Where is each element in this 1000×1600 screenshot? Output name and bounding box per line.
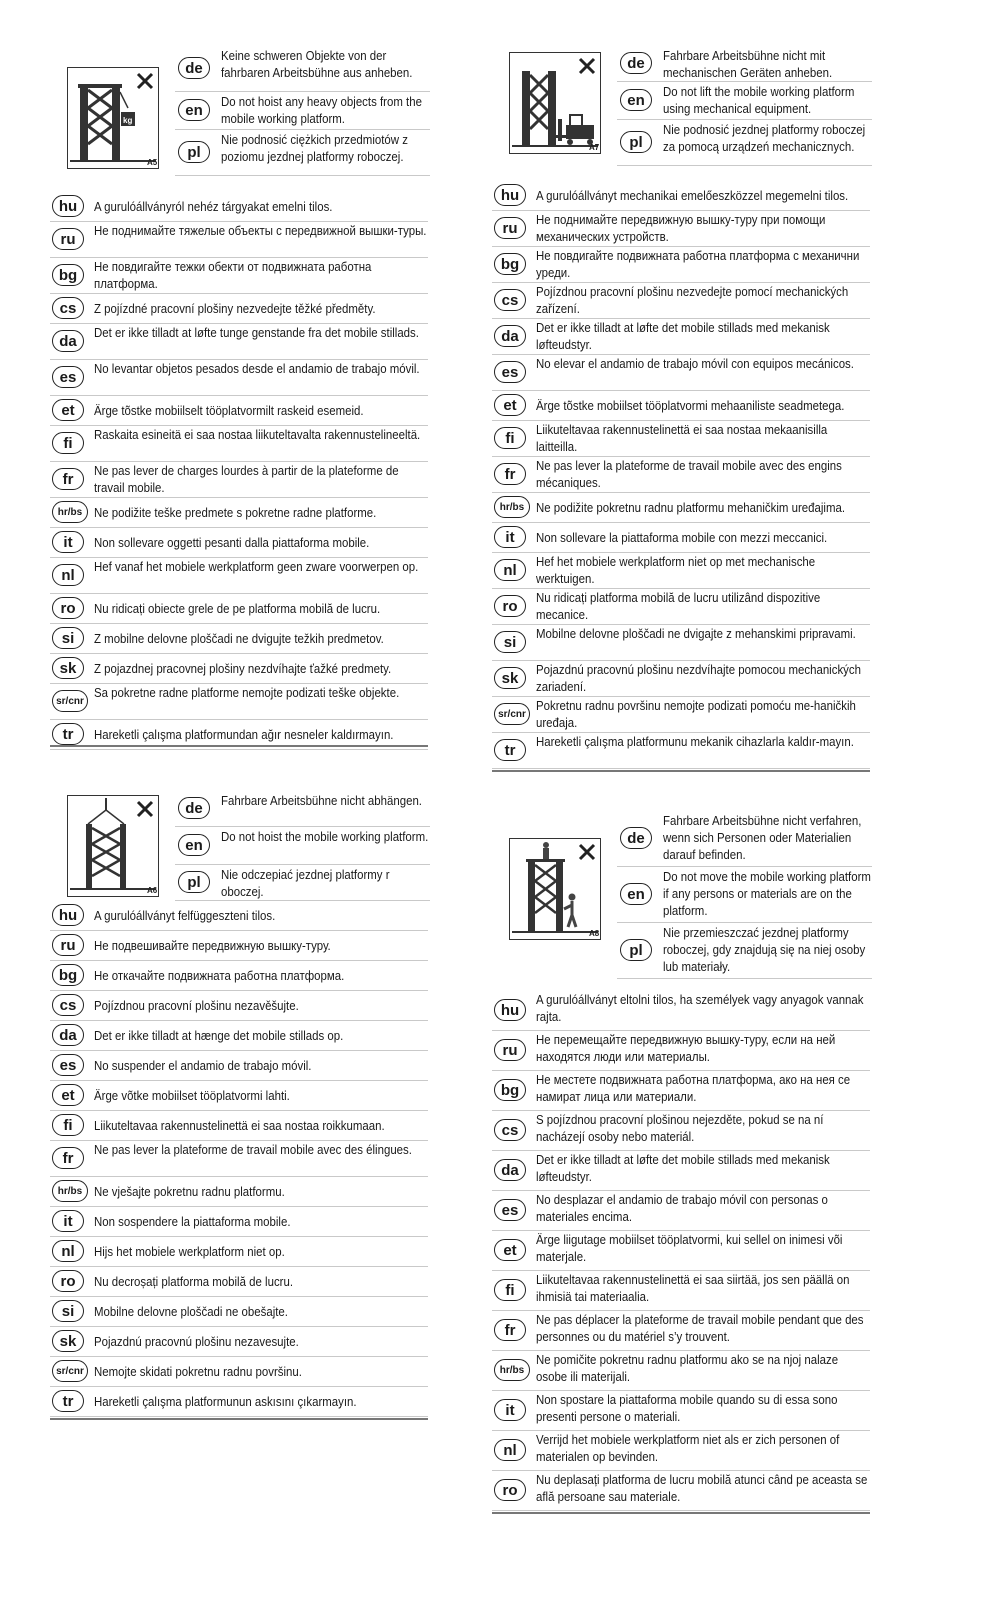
instruction-text: Liikuteltavaa rakennustelinettä ei saa nostaa mekaanisilla laitteilla. (536, 422, 828, 454)
language-badge: si (52, 627, 84, 649)
language-badge: en (620, 89, 652, 111)
language-badge: en (178, 834, 210, 856)
instruction-text: Fahrbare Arbeitsbühne nicht abhängen. (221, 793, 422, 808)
language-badge: sr/cnr (52, 1360, 88, 1382)
instruction-text: A gurulóállványról nehéz tárgyakat emelni tilos. (94, 198, 333, 214)
instruction-text: Fahrbare Arbeitsbühne nicht mit mechanischen Geräten anheben. (663, 48, 833, 80)
instruction-text: Det er ikke tilladt at hænge det mobile stillads op. (94, 1027, 344, 1043)
instruction-text: Do not lift the mobile working platform using mechanical equipment. (663, 84, 855, 116)
instruction-text: No suspender el andamio de trabajo móvil. (94, 1057, 312, 1073)
figure-label: A6 (147, 886, 158, 895)
language-badge: sr/cnr (52, 690, 88, 712)
language-badge: pl (178, 871, 210, 893)
language-badge: si (52, 1300, 84, 1322)
figure-label: A7 (589, 143, 600, 152)
instruction-text: Liikuteltavaa rakennustelinettä ei saa siirtää, jos sen päällä on ihmisiä tai materiaalia. (536, 1272, 850, 1304)
instruction-text: Non sospendere la piattaforma mobile. (94, 1213, 291, 1229)
language-badge: es (52, 366, 84, 388)
language-badge: bg (52, 264, 84, 286)
language-badge: nl (494, 1439, 526, 1461)
language-badge: ru (52, 934, 84, 956)
language-badge: de (178, 797, 210, 819)
instruction-text: Do not move the mobile working platform if any persons or materials are on the platform. (663, 869, 871, 918)
language-badge: hr/bs (52, 501, 88, 523)
instruction-text: Det er ikke tilladt at løfte tunge genstande fra det mobile stillads. (94, 325, 419, 340)
language-badge: da (494, 1159, 526, 1181)
instruction-text: Ne vješajte pokretnu radnu platformu. (94, 1183, 285, 1199)
instruction-text: Pojazdnú pracovnú plošinu nezavesujte. (94, 1333, 299, 1349)
instruction-text: Ärge tõstke mobiilselt tööplatvormilt raskeid esemeid. (94, 402, 364, 418)
instruction-text: No elevar el andamio de trabajo móvil con equipos mecánicos. (536, 356, 854, 371)
instruction-text: Mobilne delovne ploščadi ne dvigajte z mehanskimi pripravami. (536, 626, 856, 641)
language-badge: hu (494, 999, 526, 1021)
language-badge: bg (52, 964, 84, 986)
language-badge: hr/bs (494, 496, 530, 518)
instruction-text: Не откачайте подвижната работна платформа. (94, 967, 345, 983)
warning-pictogram-icon (510, 53, 600, 153)
instruction-text: Fahrbare Arbeitsbühne nicht verfahren, wenn sich Personen oder Materialien darauf befinden. (663, 813, 862, 862)
instruction-text: Det er ikke tilladt at løfte det mobile stillads med mekanisk løfteudstyr. (536, 1152, 830, 1184)
language-badge: en (620, 883, 652, 905)
language-badge: si (494, 631, 526, 653)
language-badge: en (178, 99, 210, 121)
language-badge: ru (494, 217, 526, 239)
instruction-text: Ärge liigutage mobiilset tööplatvormi, kui sellel on inimesi või materjale. (536, 1232, 843, 1264)
language-badge: cs (52, 994, 84, 1016)
warning-pictogram-icon (68, 68, 158, 168)
language-badge: fr (494, 1319, 526, 1341)
language-badge: ro (52, 1270, 84, 1292)
language-badge: pl (620, 131, 652, 153)
language-badge: tr (494, 739, 526, 761)
language-badge: da (52, 330, 84, 352)
language-badge: it (494, 1399, 526, 1421)
instruction-text: Keine schweren Objekte von der fahrbaren Arbeitsbühne aus anheben. (221, 48, 413, 80)
instruction-text: Nu deplasați platforma de lucru mobilă atunci când pe aceasta se află persoane sau materiale. (536, 1472, 868, 1504)
language-badge: fr (52, 468, 84, 490)
language-badge: fi (52, 1114, 84, 1136)
instruction-text: No levantar objetos pesados desde el andamio de trabajo móvil. (94, 361, 420, 376)
language-badge: cs (52, 297, 84, 319)
instruction-text: Ne pas lever de charges lourdes à partir de la plateforme de travail mobile. (94, 463, 399, 495)
language-badge: tr (52, 723, 84, 745)
language-badge: hu (494, 184, 526, 206)
language-badge: et (52, 399, 84, 421)
svg-text:kg: kg (123, 116, 133, 125)
language-badge: sk (52, 1330, 84, 1352)
pictogram-a8 (509, 838, 601, 940)
instruction-text: Z pojízdné pracovní plošiny nezvedejte těžké předměty. (94, 300, 376, 316)
instruction-text: Hareketli çalışma platformunun askısını çıkarmayın. (94, 1393, 357, 1409)
language-badge: hu (52, 904, 84, 926)
language-badge: fi (494, 427, 526, 449)
language-badge: de (620, 52, 652, 74)
instruction-text: Non sollevare la piattaforma mobile con mezzi meccanici. (536, 529, 828, 545)
instruction-text: Ne podižite pokretnu radnu platformu mehaničkim uređajima. (536, 499, 846, 515)
instruction-text: No desplazar el andamio de trabajo móvil con personas o materiales encima. (536, 1192, 828, 1224)
instruction-text: Verrijd het mobiele werkplatform niet als er zich personen of materialen op bevinden. (536, 1432, 840, 1464)
language-badge: et (494, 1239, 526, 1261)
language-badge: tr (52, 1390, 84, 1412)
figure-label: A8 (589, 929, 600, 938)
pictogram-a5 (67, 67, 159, 169)
language-badge: sk (52, 657, 84, 679)
language-badge: it (494, 526, 526, 548)
instruction-text: Hareketli çalışma platformundan ağır nesneler kaldırmayın. (94, 726, 394, 742)
language-badge: sk (494, 667, 526, 689)
section-divider (492, 770, 870, 772)
language-badge: nl (494, 559, 526, 581)
instruction-text: Nu ridicați platforma mobilă de lucru utilizând dispozitive mecanice. (536, 590, 821, 622)
instruction-text: Ne pas déplacer la plateforme de travail mobile pendant que des personnes ou du matériel s’y trouvent. (536, 1312, 864, 1344)
instruction-text: Z mobilne delovne ploščadi ne dvigujte težkih predmetov. (94, 630, 384, 646)
instruction-text: Не поднимайте тяжелые объекты с передвижной вышки-туры. (94, 223, 427, 238)
instruction-text: S pojízdnou pracovní plošinou nejezděte, pokud se na ní nacházejí osoby nebo materiál. (536, 1112, 824, 1144)
language-badge: es (494, 361, 526, 383)
language-badge: sr/cnr (494, 703, 530, 725)
instruction-text: Не местете подвижната работна платформа, ако на нея се намират лица или материали. (536, 1072, 851, 1104)
language-badge: es (52, 1054, 84, 1076)
pictogram-a7 (509, 52, 601, 154)
instruction-text: A gurulóállványt felfüggeszteni tilos. (94, 907, 276, 923)
instruction-text: Hef het mobiele werkplatform niet op met mechanische werktuigen. (536, 554, 816, 586)
instruction-text: Non spostare la piattaforma mobile quando su di essa sono presenti persone o materiali. (536, 1392, 838, 1424)
language-badge: de (620, 827, 652, 849)
language-badge: fi (52, 432, 84, 454)
instruction-text: Do not hoist any heavy objects from the mobile working platform. (221, 94, 422, 126)
instruction-text: Hef vanaf het mobiele werkplatform geen zware voorwerpen op. (94, 559, 419, 574)
instruction-text: Ne pas lever la plateforme de travail mobile avec des élingues. (94, 1142, 412, 1157)
language-badge: ro (52, 597, 84, 619)
language-badge: it (52, 531, 84, 553)
language-badge: hu (52, 195, 84, 217)
language-badge: cs (494, 289, 526, 311)
instruction-text: Ärge tõstke mobiilset tööplatvormi mehaaniliste seadmetega. (536, 397, 845, 413)
language-badge: et (52, 1084, 84, 1106)
instruction-text: Do not hoist the mobile working platform. (221, 829, 429, 844)
instruction-text: Ärge võtke mobiilset tööplatvormi lahti. (94, 1087, 290, 1103)
language-badge: ro (494, 1479, 526, 1501)
instruction-text: Hijs het mobiele werkplatform niet op. (94, 1243, 285, 1259)
warning-pictogram-icon (68, 796, 158, 896)
language-badge: nl (52, 564, 84, 586)
language-badge: pl (178, 141, 210, 163)
instruction-text: Не повдигайте тежки обекти от подвижната работна платформа. (94, 259, 372, 291)
instruction-text: A gurulóállványt eltolni tilos, ha személyek vagy anyagok vannak rajta. (536, 992, 864, 1024)
language-badge: bg (494, 253, 526, 275)
instruction-text: Z pojazdnej pracovnej plošiny nezdvíhajte ťažké predmety. (94, 660, 392, 676)
language-badge: fr (52, 1147, 84, 1169)
figure-label: A5 (147, 158, 158, 167)
language-badge: ru (494, 1039, 526, 1061)
instruction-text: Не поднимайте передвижную вышку-туру при помощи механических устройств. (536, 212, 826, 244)
instruction-text: Raskaita esineitä ei saa nostaa liikuteltavalta rakennustelineeltä. (94, 427, 421, 442)
language-badge: de (178, 57, 210, 79)
language-badge: et (494, 394, 526, 416)
language-badge: ro (494, 595, 526, 617)
language-badge: da (494, 325, 526, 347)
instruction-text: Nie przemieszczać jezdnej platformy roboczej, gdy znajdują się na niej osoby lub materiały. (663, 925, 866, 974)
instruction-text: Не перемещайте передвижную вышку-туру, если на ней находятся люди или материалы. (536, 1032, 836, 1064)
language-badge: fr (494, 463, 526, 485)
pictogram-a6 (67, 795, 159, 897)
instruction-text: Ne pas lever la plateforme de travail mobile avec des engins mécaniques. (536, 458, 842, 490)
instruction-text: A gurulóállványt mechanikai emelőeszközzel megemelni tilos. (536, 187, 849, 203)
warning-pictogram-icon (510, 839, 600, 939)
section-divider (492, 1512, 870, 1514)
section-divider (50, 745, 428, 747)
instruction-text: Det er ikke tilladt at løfte det mobile stillads med mekanisk løfteudstyr. (536, 320, 830, 352)
language-badge: nl (52, 1240, 84, 1262)
instruction-text: Nie podnosić ciężkich przedmiotów z poziomu jezdnej platformy roboczej. (221, 132, 408, 164)
instruction-text: Ne pomičite pokretnu radnu platformu ako se na njoj nalaze osobe ili materijali. (536, 1352, 839, 1384)
language-badge: es (494, 1199, 526, 1221)
instruction-text: Mobilne delovne ploščadi ne obešajte. (94, 1303, 288, 1319)
instruction-text: Liikuteltavaa rakennustelinettä ei saa nostaa roikkumaan. (94, 1117, 385, 1133)
language-badge: it (52, 1210, 84, 1232)
language-badge: pl (620, 939, 652, 961)
instruction-text: Non sollevare oggetti pesanti dalla piattaforma mobile. (94, 534, 370, 550)
language-badge: da (52, 1024, 84, 1046)
section-divider (50, 1418, 428, 1420)
instruction-text: Nu ridicați obiecte grele de pe platforma mobilă de lucru. (94, 600, 381, 616)
instruction-text: Pokretnu radnu površinu nemojte podizati pomoću me-haničkih uređaja. (536, 698, 856, 730)
instruction-text: Pojízdnou pracovní plošinu nezvedejte pomocí mechanických zařízení. (536, 284, 849, 316)
instruction-text: Не повдигайте подвижната работна платформа с механични уреди. (536, 248, 860, 280)
instruction-text: Nie odczepiać jezdnej platformy r oboczej. (221, 867, 390, 899)
instruction-text: Nu decroșați platforma mobilă de lucru. (94, 1273, 294, 1289)
instruction-text: Ne podižite teške predmete s pokretne radne platforme. (94, 504, 377, 520)
language-badge: bg (494, 1079, 526, 1101)
instruction-text: Sa pokretne radne platforme nemojte podizati teške objekte. (94, 685, 400, 700)
instruction-text: Pojazdnú pracovnú plošinu nezdvíhajte pomocou mechanických zariadení. (536, 662, 861, 694)
language-badge: hr/bs (52, 1180, 88, 1202)
instruction-text: Nie podnosić jezdnej platformy roboczej za pomocą urządzeń mechanicznych. (663, 122, 866, 154)
instruction-text: Hareketli çalışma platformunu mekanik cihazlarla kaldır-mayın. (536, 734, 854, 749)
instruction-text: Не подвешивайте передвижную вышку-туру. (94, 937, 331, 953)
language-badge: cs (494, 1119, 526, 1141)
language-badge: ru (52, 228, 84, 250)
instruction-text: Nemojte skidati pokretnu radnu površinu. (94, 1363, 302, 1379)
instruction-text: Pojízdnou pracovní plošinu nezavěšujte. (94, 997, 299, 1013)
language-badge: hr/bs (494, 1359, 530, 1381)
language-badge: fi (494, 1279, 526, 1301)
